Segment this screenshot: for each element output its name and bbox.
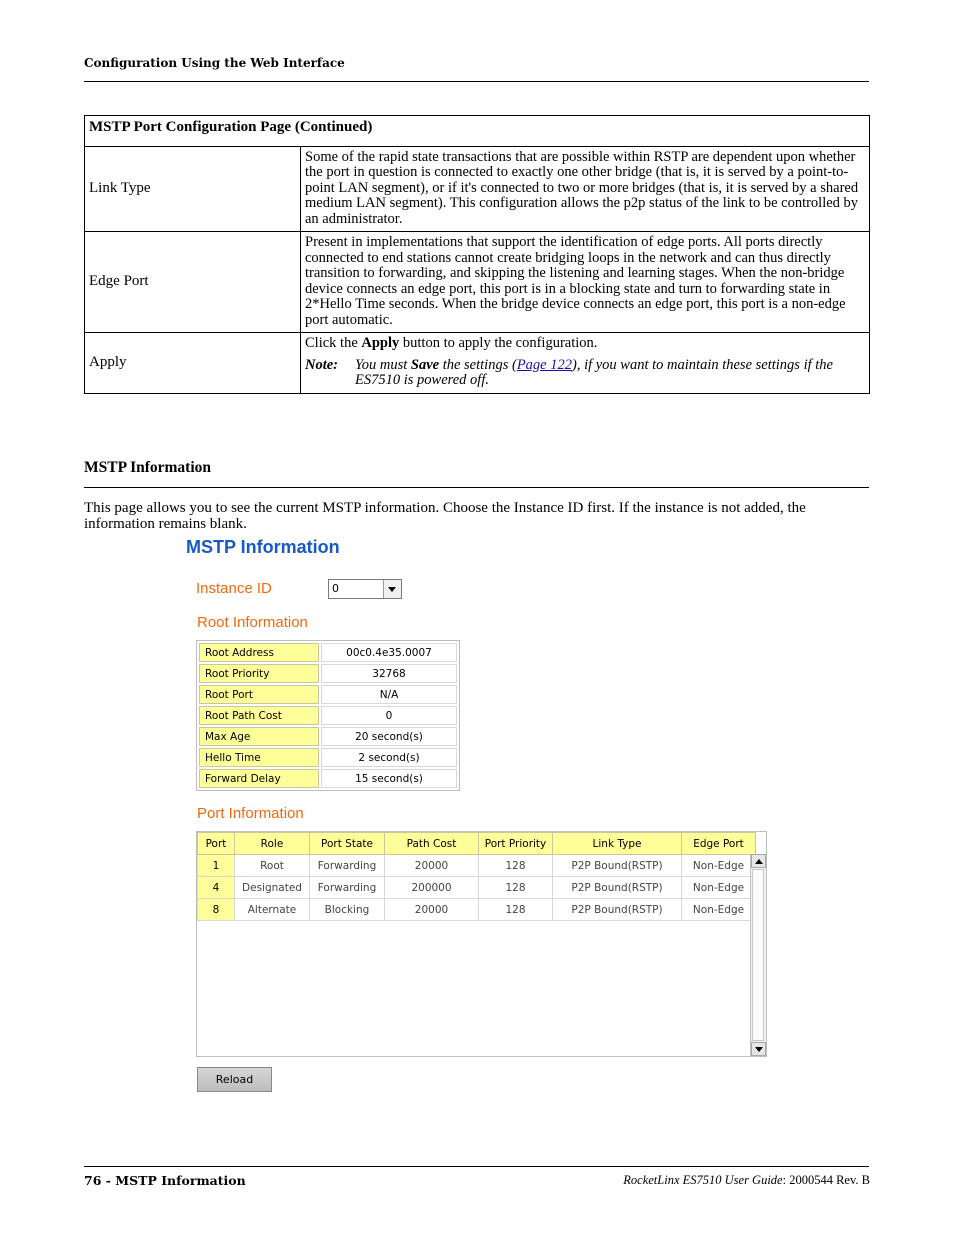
root-info-value: N/A — [321, 685, 457, 704]
column-header: Edge Port — [682, 833, 756, 855]
table-cell: 128 — [479, 855, 553, 877]
table-cell: 128 — [479, 877, 553, 899]
root-info-value: 32768 — [321, 664, 457, 683]
section-intro: This page allows you to see the current MSTP information. Choose the Instance ID first. If the instance is not added, the information remains blank. — [84, 500, 806, 532]
note-label: Note: — [305, 356, 339, 373]
column-header: Port State — [310, 833, 385, 855]
table-cell: Forwarding — [310, 877, 385, 899]
section-title: MSTP Information — [84, 459, 212, 476]
table-row[interactable] — [198, 877, 756, 899]
table-row — [85, 146, 870, 232]
table-cell: P2P Bound(RSTP) — [553, 855, 682, 877]
instance-id-select[interactable] — [328, 579, 402, 599]
row-label: Apply — [85, 333, 301, 394]
table-row — [199, 769, 457, 788]
table-cell: Blocking — [310, 899, 385, 921]
page-link[interactable]: Page 122 — [516, 356, 572, 373]
row-label: Edge Port — [85, 232, 301, 333]
scroll-thumb[interactable] — [752, 869, 764, 1041]
table-row — [199, 748, 457, 767]
table-cell: Root — [235, 855, 310, 877]
port-number-cell: 4 — [198, 877, 235, 899]
column-header: Port Priority — [479, 833, 553, 855]
running-header: Configuration Using the Web Interface — [84, 56, 345, 70]
root-information-label: Root Information — [197, 614, 308, 631]
table-cell: 20000 — [385, 855, 479, 877]
chevron-down-icon[interactable] — [383, 580, 401, 598]
root-info-key: Root Path Cost — [199, 706, 319, 725]
note: Note: You must Save the settings (Page 122), if you want to maintain these settings if the ES7510 is powered off. — [305, 356, 833, 388]
root-info-key: Forward Delay — [199, 769, 319, 788]
root-info-value: 2 second(s) — [321, 748, 457, 767]
root-information-table — [196, 640, 460, 791]
scroll-up-icon[interactable] — [751, 854, 766, 868]
table-cell: Alternate — [235, 899, 310, 921]
instance-id-label: Instance ID — [196, 580, 272, 597]
table-row — [199, 727, 457, 746]
table-cell: 128 — [479, 899, 553, 921]
table-row — [199, 664, 457, 683]
column-header: Path Cost — [385, 833, 479, 855]
table-cell: Non-Edge — [682, 855, 756, 877]
root-info-value: 20 second(s) — [321, 727, 457, 746]
row-description: Present in implementations that support the identification of edge ports. All ports directly connected to end stations cannot create bridging loops in the network and can thus directly transition to forwarding, and skipping the listening and learning stages. When the non-bridge device connects an edge port, this port is in a blocking state and turn to forwarding state in 2*Hello Time seconds. When the bridge device connects an edge port, this port is a non-edge port automatic. — [301, 232, 870, 333]
instance-id-value: 0 — [332, 582, 339, 595]
scroll-down-icon[interactable] — [751, 1042, 766, 1056]
table-row[interactable] — [198, 855, 756, 877]
vertical-scrollbar[interactable] — [750, 854, 766, 1056]
table-cell: Forwarding — [310, 855, 385, 877]
footer-rule — [84, 1166, 869, 1167]
port-information-label: Port Information — [197, 805, 304, 822]
table-cell: 200000 — [385, 877, 479, 899]
footer-page-label: 76 - MSTP Information — [84, 1173, 246, 1188]
table-row — [199, 706, 457, 725]
table-cell: Non-Edge — [682, 877, 756, 899]
table-cell: Designated — [235, 877, 310, 899]
table-cell: Non-Edge — [682, 899, 756, 921]
root-info-value: 15 second(s) — [321, 769, 457, 788]
table-row — [85, 232, 870, 333]
reload-button[interactable]: Reload — [197, 1067, 272, 1092]
table-row — [199, 685, 457, 704]
footer-doc-label: RocketLinx ES7510 User Guide: 2000544 Rev. B — [623, 1173, 870, 1187]
column-header: Link Type — [553, 833, 682, 855]
row-description: Click the Apply button to apply the configuration. Note: You must Save the settings (Page 122), if you want to maintain these settings if the ES7510 is powered off. — [301, 333, 870, 394]
port-number-cell: 8 — [198, 899, 235, 921]
table-cell: P2P Bound(RSTP) — [553, 899, 682, 921]
table-row — [85, 333, 870, 394]
table-row — [199, 643, 457, 662]
row-label: Link Type — [85, 146, 301, 232]
screen-title: MSTP Information — [186, 537, 340, 557]
table-cell: P2P Bound(RSTP) — [553, 877, 682, 899]
root-info-value: 0 — [321, 706, 457, 725]
port-information-table — [197, 832, 756, 921]
config-table-title: MSTP Port Configuration Page (Continued) — [85, 116, 870, 147]
port-information-panel — [196, 831, 767, 1057]
root-info-key: Root Priority — [199, 664, 319, 683]
section-rule — [84, 487, 869, 488]
row-description: Some of the rapid state transactions that are possible within RSTP are dependent upon whether the port in question is connected to exactly one other bridge (that is, it is served by a point-to-point LAN segment), or if it's connected to two or more bridges (that is, it is served by a shared medium LAN segment). This configuration allows the p2p status of the link to be controlled by an administrator. — [301, 146, 870, 232]
table-cell: 20000 — [385, 899, 479, 921]
root-info-key: Root Address — [199, 643, 319, 662]
root-info-key: Root Port — [199, 685, 319, 704]
header-rule — [84, 81, 869, 82]
config-table — [84, 115, 870, 394]
column-header: Port — [198, 833, 235, 855]
apply-term: Apply — [361, 335, 400, 351]
column-header: Role — [235, 833, 310, 855]
root-info-key: Max Age — [199, 727, 319, 746]
port-number-cell: 1 — [198, 855, 235, 877]
table-row[interactable] — [198, 899, 756, 921]
root-info-value: 00c0.4e35.0007 — [321, 643, 457, 662]
root-info-key: Hello Time — [199, 748, 319, 767]
